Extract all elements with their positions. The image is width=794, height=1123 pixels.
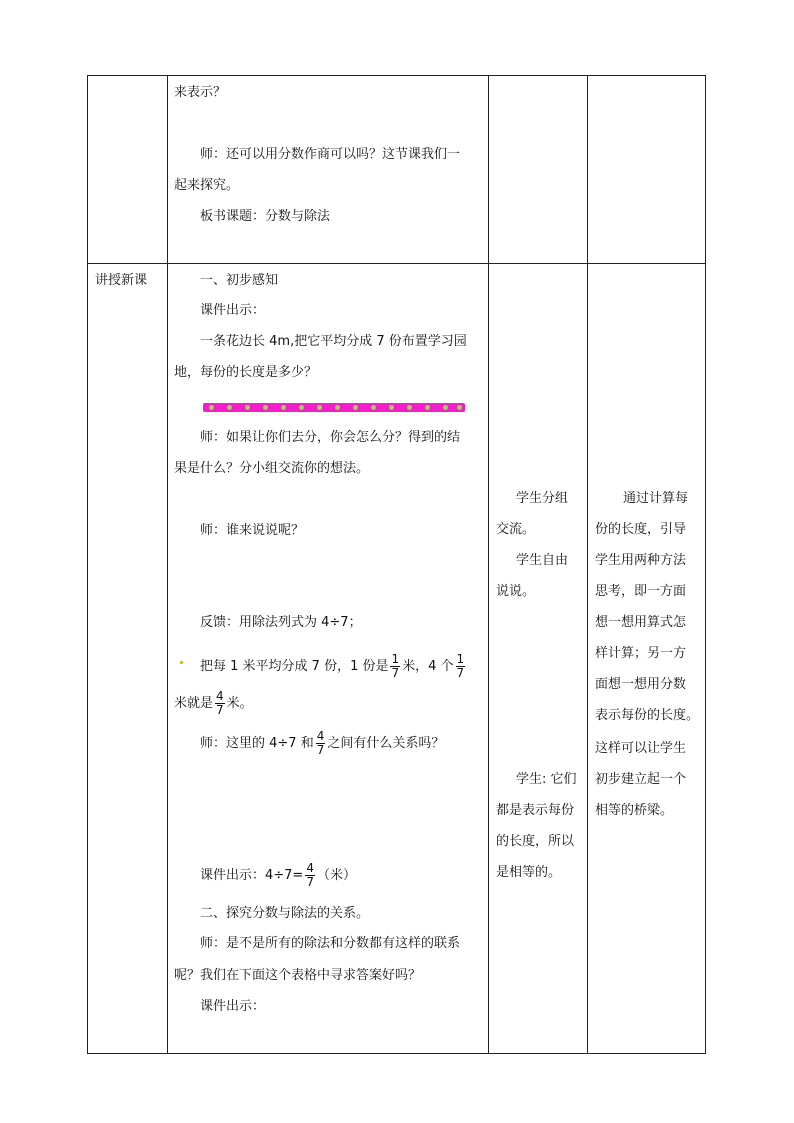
strip-dot bbox=[443, 405, 448, 410]
intent-text: 表示每份的长度。 bbox=[595, 708, 700, 723]
text-line: 呢？我们在下面这个表格中寻求答案好吗？ bbox=[174, 968, 422, 983]
strip-dot bbox=[335, 405, 340, 410]
intent-text: 想一想用算式怎 bbox=[595, 615, 687, 630]
strip-dot bbox=[457, 405, 462, 410]
intent-text: 思考，即一方面 bbox=[595, 584, 687, 599]
table-border-right bbox=[705, 75, 706, 1054]
fraction-line bbox=[200, 653, 467, 680]
fraction-numerator: 1 bbox=[391, 652, 400, 666]
text-line: 果是什么？分小组交流你的想法。 bbox=[174, 461, 370, 476]
column-divider-2 bbox=[488, 75, 489, 1054]
intent-text: 学生用两种方法 bbox=[595, 553, 687, 568]
text-line: 起来探究。 bbox=[174, 178, 240, 193]
student-text: 学生: 它们 bbox=[516, 772, 577, 787]
lace-strip-image bbox=[203, 403, 465, 412]
table-border-left bbox=[87, 75, 88, 1054]
fraction bbox=[390, 653, 400, 680]
text-segment: 米，4 个 bbox=[402, 659, 454, 674]
fraction-denominator: 7 bbox=[391, 666, 400, 680]
intent-text: 份的长度，引导 bbox=[595, 522, 687, 537]
strip-dot bbox=[389, 405, 394, 410]
strip-dot bbox=[407, 405, 412, 410]
fraction-line bbox=[200, 730, 444, 757]
fraction bbox=[305, 862, 315, 889]
text-line: 一条花边长 4m,把它平均分成 7 份布置学习园 bbox=[200, 334, 467, 349]
student-text: 的长度，所以 bbox=[496, 834, 575, 849]
text-line: 反馈：用除法列式为 4÷7； bbox=[200, 615, 362, 630]
strip-dot bbox=[227, 405, 232, 410]
fraction bbox=[456, 653, 466, 680]
text-line: 板书课题：分数与除法 bbox=[200, 209, 331, 224]
intent-text: 面想一想用分数 bbox=[595, 677, 687, 692]
fraction-denominator: 7 bbox=[306, 875, 314, 889]
text-segment: 米就是 bbox=[174, 696, 214, 711]
fraction-numerator: 4 bbox=[306, 861, 314, 875]
text-line: 课件出示： bbox=[200, 999, 266, 1014]
strip-dot bbox=[299, 405, 304, 410]
student-text: 交流。 bbox=[496, 522, 536, 537]
strip-dot bbox=[245, 405, 250, 410]
table-border-bottom bbox=[87, 1053, 706, 1054]
fraction-denominator: 7 bbox=[216, 703, 224, 717]
text-line: 师：如果让你们去分，你会怎么分？得到的结 bbox=[200, 430, 461, 445]
student-text: 都是表示每份 bbox=[496, 803, 575, 818]
intent-text: 相等的桥梁。 bbox=[595, 803, 674, 818]
student-text: 说说。 bbox=[496, 584, 536, 599]
text-line: 课件出示： bbox=[200, 303, 266, 318]
fraction-line bbox=[200, 862, 356, 889]
section-heading: 一、初步感知 bbox=[200, 273, 279, 288]
stage-label: 讲授新课 bbox=[95, 273, 148, 288]
table-border-top bbox=[87, 75, 706, 76]
fraction-line bbox=[174, 690, 253, 717]
text-line: 来表示？ bbox=[174, 85, 227, 100]
student-text: 学生自由 bbox=[516, 553, 569, 568]
column-divider-3 bbox=[587, 75, 588, 1054]
student-text: 学生分组 bbox=[516, 491, 569, 506]
strip-dot bbox=[353, 405, 358, 410]
intent-text: 这样可以让学生 bbox=[595, 741, 687, 756]
row-divider bbox=[87, 263, 706, 264]
fraction-denominator: 7 bbox=[316, 743, 325, 757]
strip-dot bbox=[317, 405, 322, 410]
text-line: 师：还可以用分数作商可以吗？这节课我们一 bbox=[200, 147, 461, 162]
bullet-dot bbox=[180, 661, 183, 664]
intent-text: 通过计算每 bbox=[623, 491, 689, 506]
text-segment: 师：这里的 4÷7 和 bbox=[200, 736, 314, 751]
fraction-numerator: 4 bbox=[316, 729, 325, 743]
text-segment: 之间有什么关系吗？ bbox=[327, 736, 445, 751]
strip-dot bbox=[209, 405, 214, 410]
text-segment: 米。 bbox=[226, 696, 253, 711]
column-divider-1 bbox=[167, 75, 168, 1054]
fraction-numerator: 4 bbox=[216, 689, 224, 703]
text-segment: 课件出示：4÷7= bbox=[200, 868, 304, 883]
text-line: 师：是不是所有的除法和分数都有这样的联系 bbox=[200, 936, 461, 951]
fraction-numerator: 1 bbox=[456, 652, 465, 666]
student-text: 是相等的。 bbox=[496, 865, 562, 880]
intent-text: 初步建立起一个 bbox=[595, 772, 687, 787]
fraction bbox=[316, 730, 326, 757]
text-segment: 把每 1 米平均分成 7 份，1 份是 bbox=[200, 659, 389, 674]
text-line: 师：谁来说说呢？ bbox=[200, 523, 305, 538]
text-segment: （米） bbox=[316, 868, 356, 883]
intent-text: 样计算；另一方 bbox=[595, 646, 687, 661]
fraction bbox=[215, 690, 225, 717]
section-heading: 二、探究分数与除法的关系。 bbox=[200, 906, 370, 921]
strip-dot bbox=[371, 405, 376, 410]
strip-dot bbox=[281, 405, 286, 410]
text-line: 地，每份的长度是多少？ bbox=[174, 365, 318, 380]
strip-dot bbox=[263, 405, 268, 410]
strip-dot bbox=[425, 405, 430, 410]
fraction-denominator: 7 bbox=[456, 666, 465, 680]
